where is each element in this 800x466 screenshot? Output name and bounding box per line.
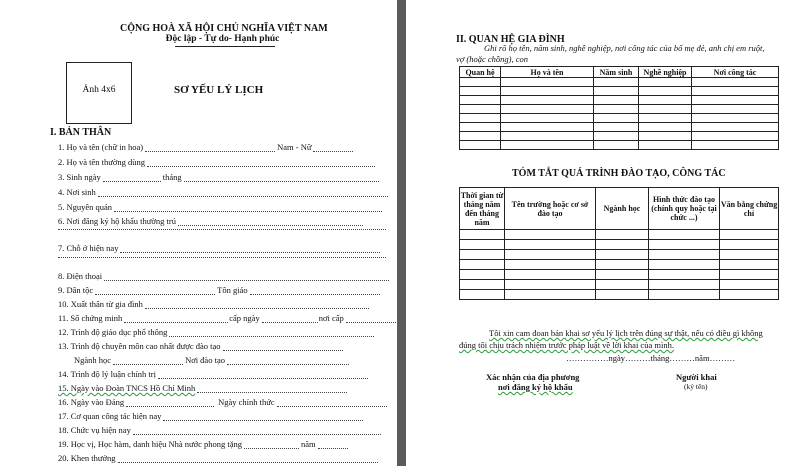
family-table-cell[interactable] [639, 105, 692, 114]
pledge-line1: Tôi xin cam đoan bản khai sơ yếu lý lịch trên đúng sự thật, nếu có điều gì không [489, 328, 763, 338]
family-table-cell[interactable] [460, 96, 501, 105]
edu-col-certificate: Văn bằng chứng chỉ [720, 188, 779, 230]
family-col-occupation: Nghề nghiệp [639, 67, 692, 78]
family-table-cell[interactable] [460, 78, 501, 87]
field-family-background[interactable]: 10. Xuất thân từ gia đình [58, 299, 369, 309]
education-table-cell[interactable] [596, 260, 649, 270]
education-table-cell[interactable] [649, 250, 720, 260]
family-table-cell[interactable] [639, 132, 692, 141]
family-table-cell[interactable] [594, 123, 639, 132]
edu-col-major: Ngành học [596, 188, 649, 230]
education-table-cell[interactable] [505, 280, 596, 290]
family-col-birth-year: Năm sinh [594, 67, 639, 78]
education-table-cell[interactable] [720, 230, 779, 240]
national-motto: Độc lập - Tự do- Hạnh phúc [165, 34, 280, 44]
family-table-cell[interactable] [501, 87, 594, 96]
family-table-cell[interactable] [639, 78, 692, 87]
field-id-number[interactable]: 11. Số chứng minh cấp ngày nơi cấp [58, 313, 397, 323]
field-permanent-residence[interactable]: 6. Nơi đăng ký hộ khẩu thường trú [58, 216, 363, 226]
field-current-address[interactable]: 7. Chỗ ở hiện nay [58, 243, 380, 253]
field-general-education[interactable]: 12. Trình độ giáo dục phổ thông [58, 327, 374, 337]
family-table-row [460, 105, 779, 114]
education-table-cell[interactable] [505, 230, 596, 240]
family-table-cell[interactable] [501, 132, 594, 141]
family-table-row [460, 141, 779, 150]
education-table-row [460, 290, 779, 300]
field-common-name[interactable]: 2. Họ và tên thường dùng [58, 157, 375, 167]
field-current-address-line2[interactable] [58, 256, 386, 258]
family-table-row [460, 123, 779, 132]
education-table-cell[interactable] [505, 290, 596, 300]
field-hometown[interactable]: 5. Nguyên quán [58, 202, 382, 212]
education-table-cell[interactable] [649, 260, 720, 270]
family-table-cell[interactable] [639, 123, 692, 132]
family-table-cell[interactable] [460, 87, 501, 96]
family-table-cell[interactable] [692, 123, 779, 132]
field-party-date[interactable]: 16. Ngày vào Đảng Ngày chính thức [58, 397, 387, 407]
declarant-sign-hint: (ký tên) [684, 382, 708, 391]
family-table-cell[interactable] [594, 114, 639, 123]
family-table-cell[interactable] [501, 96, 594, 105]
field-phone[interactable]: 8. Điện thoại [58, 271, 389, 281]
family-table-row [460, 87, 779, 96]
education-table-cell[interactable] [505, 270, 596, 280]
education-table-cell[interactable] [720, 250, 779, 260]
photo-label: Ảnh 4x6 [82, 85, 116, 95]
family-col-workplace: Nơi công tác [692, 67, 779, 78]
family-table-row [460, 96, 779, 105]
field-birth-place[interactable]: 4. Nơi sinh [58, 187, 388, 197]
education-table-cell[interactable] [596, 240, 649, 250]
education-table-cell[interactable] [596, 250, 649, 260]
education-table-header-row [460, 188, 779, 230]
field-political-theory[interactable]: 14. Trình độ lý luận chính trị [58, 369, 368, 379]
education-table-cell[interactable] [505, 260, 596, 270]
family-table-cell[interactable] [460, 123, 501, 132]
education-table-cell[interactable] [720, 280, 779, 290]
declarant-label: Người khai [676, 372, 717, 382]
family-table-cell[interactable] [594, 96, 639, 105]
family-table-row [460, 114, 779, 123]
education-table-cell[interactable] [460, 230, 505, 240]
education-table-cell[interactable] [596, 230, 649, 240]
family-table-cell[interactable] [639, 87, 692, 96]
education-table-cell[interactable] [460, 290, 505, 300]
edu-col-period: Thời gian từ tháng năm đến tháng năm [460, 188, 505, 230]
local-confirmation-label: Xác nhận của địa phương [486, 372, 580, 382]
education-table-cell[interactable] [505, 240, 596, 250]
field-permanent-residence-line2[interactable] [58, 228, 386, 230]
section2-note-line2: vợ (hoặc chồng), con [456, 54, 529, 64]
field-current-position[interactable]: 18. Chức vụ hiện nay [58, 425, 381, 435]
family-table-cell[interactable] [692, 141, 779, 150]
education-table-cell[interactable] [460, 240, 505, 250]
education-table-cell[interactable] [596, 290, 649, 300]
family-table-cell[interactable] [639, 141, 692, 150]
section1-title: I. BẢN THÂN [50, 127, 112, 138]
family-table-row [460, 78, 779, 87]
education-table-cell[interactable] [460, 280, 505, 290]
family-table-cell[interactable] [501, 114, 594, 123]
field-full-name[interactable]: 1. Họ và tên (chữ in hoa) Nam - Nữ [58, 142, 353, 152]
education-table-row [460, 270, 779, 280]
family-table-cell[interactable] [594, 78, 639, 87]
family-table-cell[interactable] [692, 87, 779, 96]
family-table-cell[interactable] [594, 141, 639, 150]
field-ethnicity[interactable]: 9. Dân tộc Tôn giáo [58, 285, 380, 295]
field-highest-qualification[interactable]: 13. Trình độ chuyên môn cao nhất được đào tạo [58, 341, 343, 351]
education-table-cell[interactable] [649, 270, 720, 280]
education-table-cell[interactable] [649, 240, 720, 250]
family-table-cell[interactable] [639, 96, 692, 105]
family-table-cell[interactable] [594, 105, 639, 114]
education-table-cell[interactable] [720, 260, 779, 270]
signing-date[interactable]: ……………ngày………tháng………năm……… [566, 353, 736, 363]
field-awards[interactable]: 20. Khen thưởng [58, 453, 378, 463]
family-table-cell[interactable] [692, 78, 779, 87]
family-col-relation: Quan hệ [460, 67, 501, 78]
family-col-name: Họ và tên [501, 67, 594, 78]
family-table-row [460, 132, 779, 141]
education-table-row [460, 230, 779, 240]
family-table-header-row [460, 67, 779, 78]
education-table-cell[interactable] [720, 270, 779, 280]
motto-underline [175, 46, 275, 47]
left-page [0, 0, 397, 466]
education-table-cell[interactable] [649, 280, 720, 290]
education-table-cell[interactable] [649, 230, 720, 240]
education-table-cell[interactable] [460, 270, 505, 280]
section2-title: II. QUAN HỆ GIA ĐÌNH [456, 34, 565, 45]
education-table-cell[interactable] [460, 250, 505, 260]
education-table-cell[interactable] [649, 290, 720, 300]
family-table-cell[interactable] [501, 141, 594, 150]
family-table-cell[interactable] [460, 114, 501, 123]
form-title: SƠ YẾU LÝ LỊCH [174, 84, 264, 96]
family-table-cell[interactable] [692, 114, 779, 123]
education-table [459, 187, 779, 300]
family-table [459, 66, 779, 150]
pledge-line2: đúng tôi chịu trách nhiệm trước pháp luật về lời khai của mình. [459, 340, 674, 350]
education-table-cell[interactable] [720, 240, 779, 250]
family-table-cell[interactable] [692, 96, 779, 105]
family-table-cell[interactable] [594, 132, 639, 141]
family-table-cell[interactable] [594, 87, 639, 96]
field-youth-union-date[interactable]: 15. Ngày vào Đoàn TNCS Hồ Chí Minh [58, 383, 347, 393]
family-table-cell[interactable] [460, 132, 501, 141]
field-major[interactable]: Ngành học Nơi đào tạo [74, 355, 349, 365]
national-header: CỘNG HOÀ XÃ HỘI CHỦ NGHĨA VIỆT NAM [120, 23, 328, 34]
family-table-cell[interactable] [460, 105, 501, 114]
edu-col-school: Tên trường hoặc cơ sở đào tạo [505, 188, 596, 230]
family-table-cell[interactable] [692, 132, 779, 141]
edu-col-mode: Hình thức đào tạo (chính quy hoặc tại chức ...) [649, 188, 720, 230]
education-table-cell[interactable] [596, 280, 649, 290]
family-table-cell[interactable] [692, 105, 779, 114]
education-table-row [460, 250, 779, 260]
family-table-cell[interactable] [501, 123, 594, 132]
education-table-cell[interactable] [505, 250, 596, 260]
education-table-row [460, 280, 779, 290]
photo-placeholder [66, 62, 132, 124]
education-title: TÓM TẮT QUÁ TRÌNH ĐÀO TẠO, CÔNG TÁC [512, 168, 726, 179]
family-table-cell[interactable] [501, 78, 594, 87]
field-birth-date[interactable]: 3. Sinh ngày tháng [58, 172, 379, 182]
family-table-cell[interactable] [501, 105, 594, 114]
education-table-row [460, 260, 779, 270]
family-table-cell[interactable] [639, 114, 692, 123]
section2-note-line1: Ghi rõ họ tên, năm sinh, nghề nghiệp, nơi công tác của bố mẹ đẻ, anh chị em ruột, [484, 43, 765, 53]
education-table-cell[interactable] [460, 260, 505, 270]
local-confirmation-sublabel: nơi đăng ký hộ khẩu [498, 382, 573, 392]
field-academic-titles[interactable]: 19. Học vị, Học hàm, danh hiệu Nhà nước phong tặng năm [58, 439, 348, 449]
education-table-cell[interactable] [720, 290, 779, 300]
family-table-cell[interactable] [460, 141, 501, 150]
field-current-workplace[interactable]: 17. Cơ quan công tác hiện nay [58, 411, 363, 421]
education-table-cell[interactable] [596, 270, 649, 280]
education-table-row [460, 240, 779, 250]
